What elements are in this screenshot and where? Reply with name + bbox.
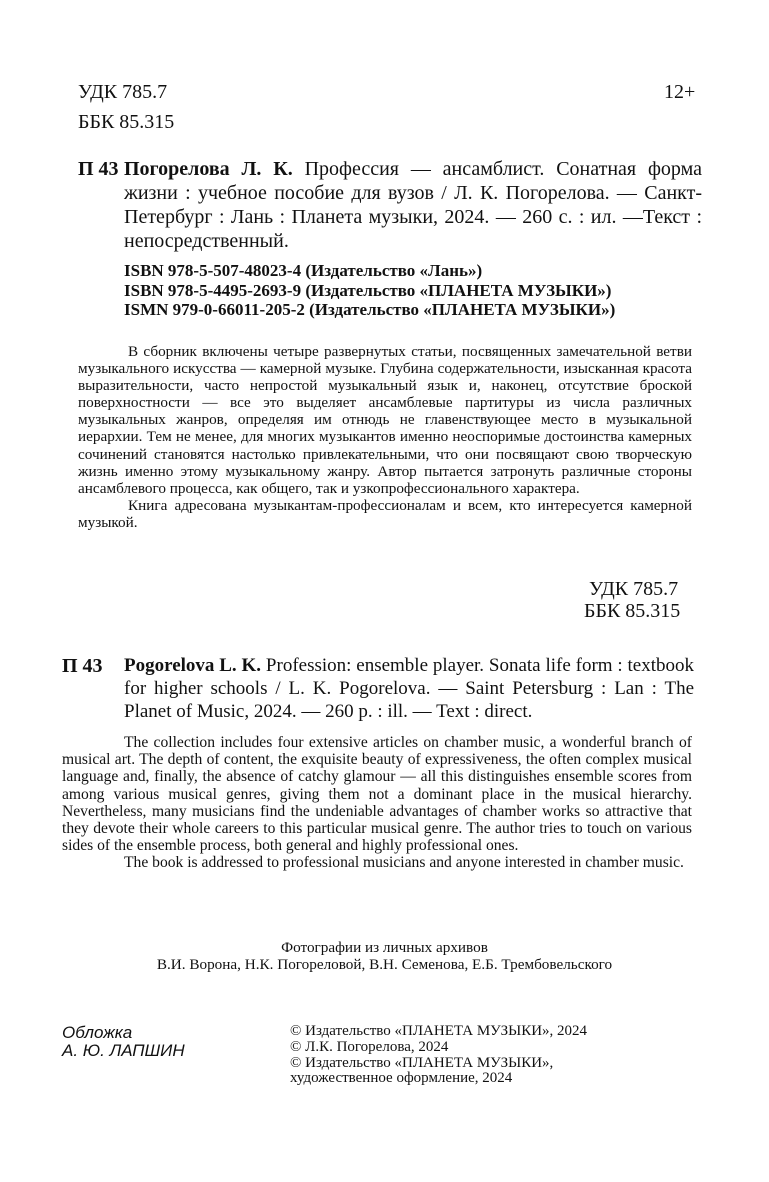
ru-entry-code: П 43 xyxy=(78,158,119,180)
ismn-line: ISMN 979-0-66011-205-2 (Издательство «ПЛАНЕТА МУЗЫКИ») xyxy=(124,300,616,319)
copyright-line: © Л.К. Погорелова, 2024 xyxy=(290,1038,449,1055)
cover-credit xyxy=(62,1024,185,1060)
ru-annotation-paragraph: Книга адресована музыкантам-профессионалам и всем, кто интересуется камерной музыкой. xyxy=(78,496,692,531)
copyright-block xyxy=(290,1024,587,1087)
cover-designer: А. Ю. ЛАПШИН xyxy=(62,1041,185,1060)
copyright-line: © Издательство «ПЛАНЕТА МУЗЫКИ», 2024 xyxy=(290,1023,588,1039)
bbk-top: ББК 85.315 xyxy=(78,111,175,133)
copyright-line: художественное оформление, 2024 xyxy=(290,1070,513,1087)
udk-mid: УДК 785.7 xyxy=(589,578,679,600)
en-annotation-paragraph: The collection includes four extensive articles on chamber music, a wonderful branch of musical art. The depth of content, the exquisite beauty of expressiveness, the often complex musical language and, finally, the absence of catchy glamour — all this distinguishes ensemble scores from among various musical genres, giving them not a dominant place in the musical hierarchy. Nevertheless, many musicians find the undeniable advantages of chamber works so attractive that they devote their whole careers to this particular musical genre. The author tries to touch on various sides of the ensemble process, both general and highly professional ones. xyxy=(62,734,692,855)
isbn-block xyxy=(124,261,724,320)
photo-credits-line: Фотографии из личных архивов xyxy=(281,939,488,956)
ru-annotation-paragraph: В сборник включены четыре развернутых статьи, посвященных замечательной ветви музыкального искусства — камерной музыке. Глубина содержательности, изысканная красота выразительности, часто непростой музыкальный язык и, наконец, отсутствие броской поверхностности — все это выделяет ансамблевые партитуры из числа различных музыкальных жанров, определяя им отнюдь не главенствующее место в музыкальной иерархии. Тем не менее, для многих музыкантов именно неоспоримые достоинства камерных сочинений становятся настолько привлекательными, что они посвящают свою творческую жизнь именно этому музыкальному жанру. Автор пытается затронуть различные стороны ансамблевого процесса, как общего, так и узкопрофессионального характера. xyxy=(78,343,692,497)
en-entry-author: Pogorelova L. K. xyxy=(124,655,262,676)
bbk-mid: ББК 85.315 xyxy=(584,600,681,622)
udk-top: УДК 785.7 xyxy=(78,81,168,103)
age-rating: 12+ xyxy=(664,81,696,103)
cover-label: Обложка xyxy=(62,1023,133,1042)
en-entry-text xyxy=(124,654,694,723)
copyright-line: © Издательство «ПЛАНЕТА МУЗЫКИ», xyxy=(290,1054,554,1071)
photo-credits xyxy=(0,940,769,973)
isbn-line: ISBN 978-5-507-48023-4 (Издательство «Лань») xyxy=(124,261,483,280)
photo-credits-names: В.И. Ворона, Н.К. Погореловой, В.Н. Семенова, Е.Б. Трембовельского xyxy=(156,955,613,973)
isbn-line: ISBN 978-5-4495-2693-9 (Издательство «ПЛАНЕТА МУЗЫКИ») xyxy=(124,280,612,300)
ru-entry-description: Профессия — ансамблист. Сонатная форма жизни : учебное пособие для вузов / Л. К. Погорелова. — Санкт-Петербург : Лань : Планета музыки, 2024. — 260 с. : ил. —Текст : непосредственный. xyxy=(124,158,702,252)
en-entry-description: Profession: ensemble player. Sonata life form : textbook for higher schools / L. K. Pogorelova. — Saint Petersburg : Lan : The Planet of Music, 2024. — 260 p. : ill. — Text : direct. xyxy=(124,655,695,722)
ru-entry-author: Погорелова Л. К. xyxy=(124,158,293,180)
en-annotation-paragraph: The book is addressed to professional musicians and anyone interested in chamber music. xyxy=(124,854,684,872)
ru-entry-text xyxy=(124,157,702,253)
en-annotation xyxy=(62,734,692,872)
ru-annotation xyxy=(78,343,692,531)
en-entry-code: П 43 xyxy=(62,655,103,677)
